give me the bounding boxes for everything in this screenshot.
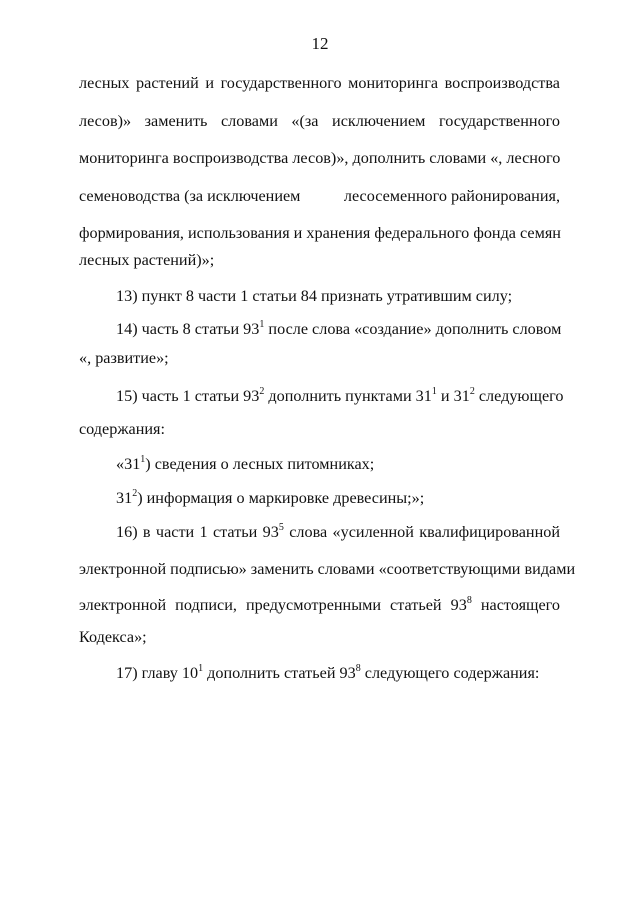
text-line: семеноводства (за исключением лесосеменного районирования, — [79, 187, 560, 205]
text-line: лесных растений)»; — [79, 251, 215, 269]
text-line: 13) пункт 8 части 1 статьи 84 признать утратившим силу; — [116, 287, 513, 305]
text-line: лесных растений и государственного мониторинга воспроизводства — [79, 74, 560, 92]
text-line: 15) часть 1 статьи $93^2$ дополнить пунктами $31^1$ и $31^2$ следующего — [116, 386, 564, 405]
text-line: $31^2$) информация о маркировке древесины;»; — [116, 488, 425, 507]
page-number: 12 — [311, 34, 329, 53]
text-line: «, развитие»; — [79, 349, 169, 367]
text-line: электронной подписи, предусмотренными статьей $93^8$ настоящего — [79, 595, 560, 614]
text-line: формирования, использования и хранения федерального фонда семян — [79, 224, 561, 242]
text-line: «$31^1$) сведения о лесных питомниках; — [116, 454, 375, 473]
text-line: содержания: — [79, 420, 165, 438]
text-line: электронной подписью» заменить словами «соответствующими видами — [79, 560, 576, 578]
text-line: мониторинга воспроизводства лесов)», дополнить словами «, лесного — [79, 149, 561, 167]
text-line: 14) часть 8 статьи $93^1$ после слова «создание» дополнить словом — [116, 319, 562, 338]
text-line: 16) в части 1 статьи $93^5$ слова «усиленной квалифицированной — [116, 522, 561, 541]
text-line: Кодекса»; — [79, 628, 147, 646]
text-line: 17) главу $10^1$ дополнить статьей $93^8$ следующего содержания: — [116, 663, 540, 682]
text-line: лесов)» заменить словами «(за исключением государственного — [79, 112, 560, 130]
